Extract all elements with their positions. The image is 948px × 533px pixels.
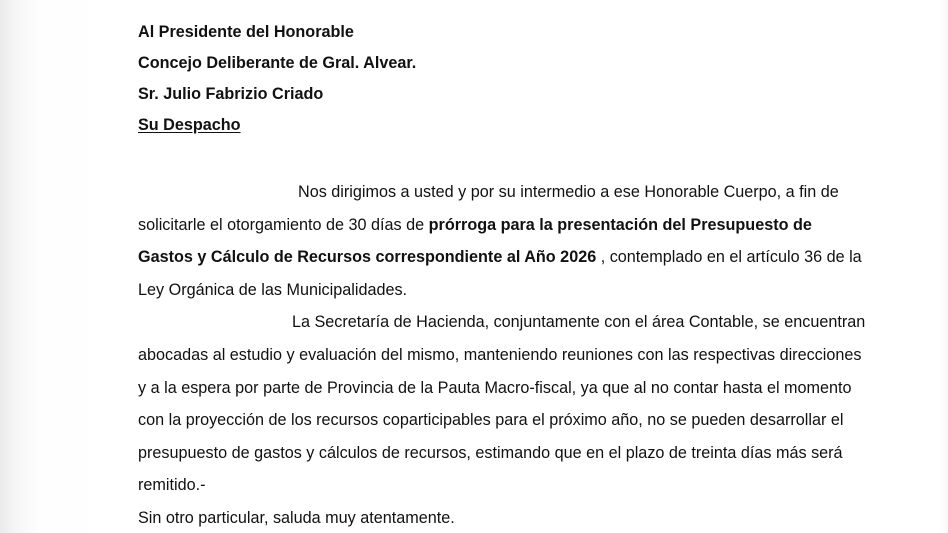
addressee-institution: Concejo Deliberante de Gral. Alvear.: [138, 54, 417, 72]
letter-body: [138, 20, 868, 533]
closing-line: Sin otro particular, saluda muy atentamente.: [138, 508, 455, 527]
request-lead-text: Nos dirigimos a usted y por su intermedio a ese Honorable Cuerpo, a fin de solicitarle el otorgamiento de 30 días de: [138, 183, 839, 234]
addressee-office-text: Su Despacho: [138, 116, 241, 134]
request-bold-text: prórroga para la presentación del Presupuesto de Gastos y Cálculo de Recursos correspondiente al Año 2026: [138, 215, 812, 267]
request-paragraph: [138, 176, 868, 306]
addressee-office: [138, 113, 868, 144]
letter-content: [138, 176, 868, 533]
addressee-name: Sr. Julio Fabrizio Criado: [138, 85, 324, 103]
explanation-paragraph: La Secretaría de Hacienda, conjuntamente con el área Contable, se encuentran abocadas al estudio y evaluación del mismo, manteniendo reuniones con las respectivas direcciones y a la espera por parte de Provincia de la Pauta Macro-fiscal, ya que al no contar hasta el momento con la proyección de los recursos coparticipables para el próximo año, no se pueden desarrollar el presupuesto de gastos y cálculos de recursos, estimando que en el plazo de treinta días más será remitido.-: [138, 313, 866, 495]
request-tail-text: , contemplado en el artículo 36 de la Ley Orgánica de las Municipalidades.: [138, 248, 862, 299]
addressee-title: Al Presidente del Honorable: [138, 23, 354, 41]
